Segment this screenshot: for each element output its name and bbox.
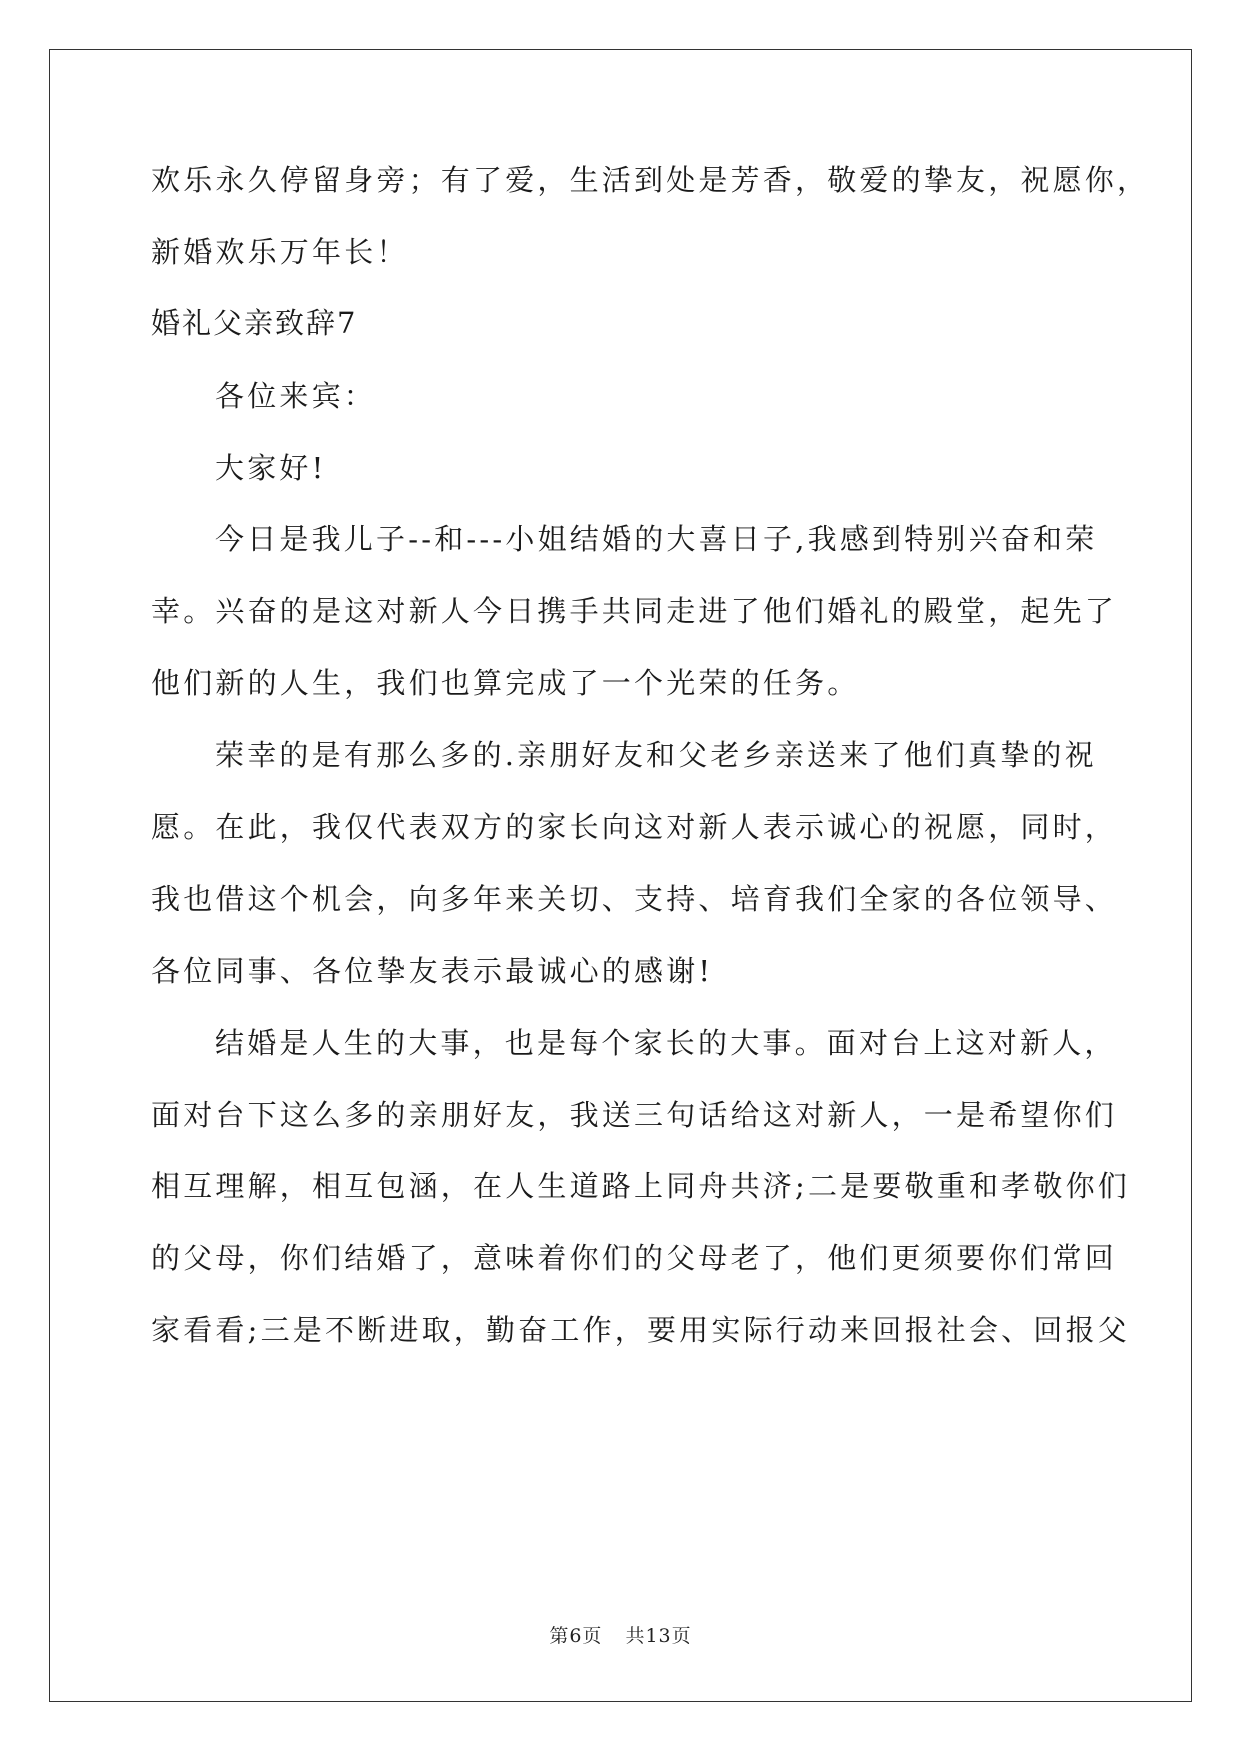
paragraph-3-line-5: 家看看;三是不断进取，勤奋工作，要用实际行动来回报社会、回报父	[151, 1313, 1130, 1347]
text-line-2: 新婚欢乐万年长！	[151, 235, 409, 269]
paragraph-3-line-2: 面对台下这么多的亲朋好友，我送三句话给这对新人，一是希望你们	[151, 1098, 1118, 1132]
paragraph-2-line-3: 我也借这个机会，向多年来关切、支持、培育我们全家的各位领导、	[151, 882, 1118, 916]
paragraph-3-line-3: 相互理解，相互包涵，在人生道路上同舟共济;二是要敬重和孝敬你们	[151, 1169, 1130, 1203]
page-number: 第6页	[549, 1625, 603, 1647]
paragraph-1-line-1: 今日是我儿子--和---小姐结婚的大喜日子,我感到特别兴奋和荣	[215, 522, 1098, 556]
page-border	[49, 49, 1192, 1702]
paragraph-2-line-4: 各位同事、各位挚友表示最诚心的感谢!	[151, 954, 714, 988]
page-footer	[0, 1623, 1241, 1649]
greeting: 大家好!	[215, 451, 327, 485]
paragraph-1-line-3: 他们新的人生，我们也算完成了一个光荣的任务。	[151, 666, 860, 700]
salutation: 各位来宾：	[215, 379, 377, 413]
paragraph-2-line-2: 愿。在此，我仅代表双方的家长向这对新人表示诚心的祝愿，同时，	[151, 810, 1118, 844]
paragraph-3-line-1: 结婚是人生的大事，也是每个家长的大事。面对台上这对新人，	[215, 1026, 1117, 1060]
page-total: 共13页	[625, 1625, 692, 1647]
paragraph-2-line-1: 荣幸的是有那么多的.亲朋好友和父老乡亲送来了他们真挚的祝	[215, 738, 1097, 772]
paragraph-3-line-4: 的父母，你们结婚了，意味着你们的父母老了，他们更须要你们常回	[151, 1241, 1118, 1275]
paragraph-1-line-2: 幸。兴奋的是这对新人今日携手共同走进了他们婚礼的殿堂，起先了	[151, 594, 1118, 628]
text-line-1: 欢乐永久停留身旁；有了爱，生活到处是芳香，敬爱的挚友，祝愿你，	[151, 163, 1150, 197]
section-title: 婚礼父亲致辞7	[151, 306, 358, 340]
